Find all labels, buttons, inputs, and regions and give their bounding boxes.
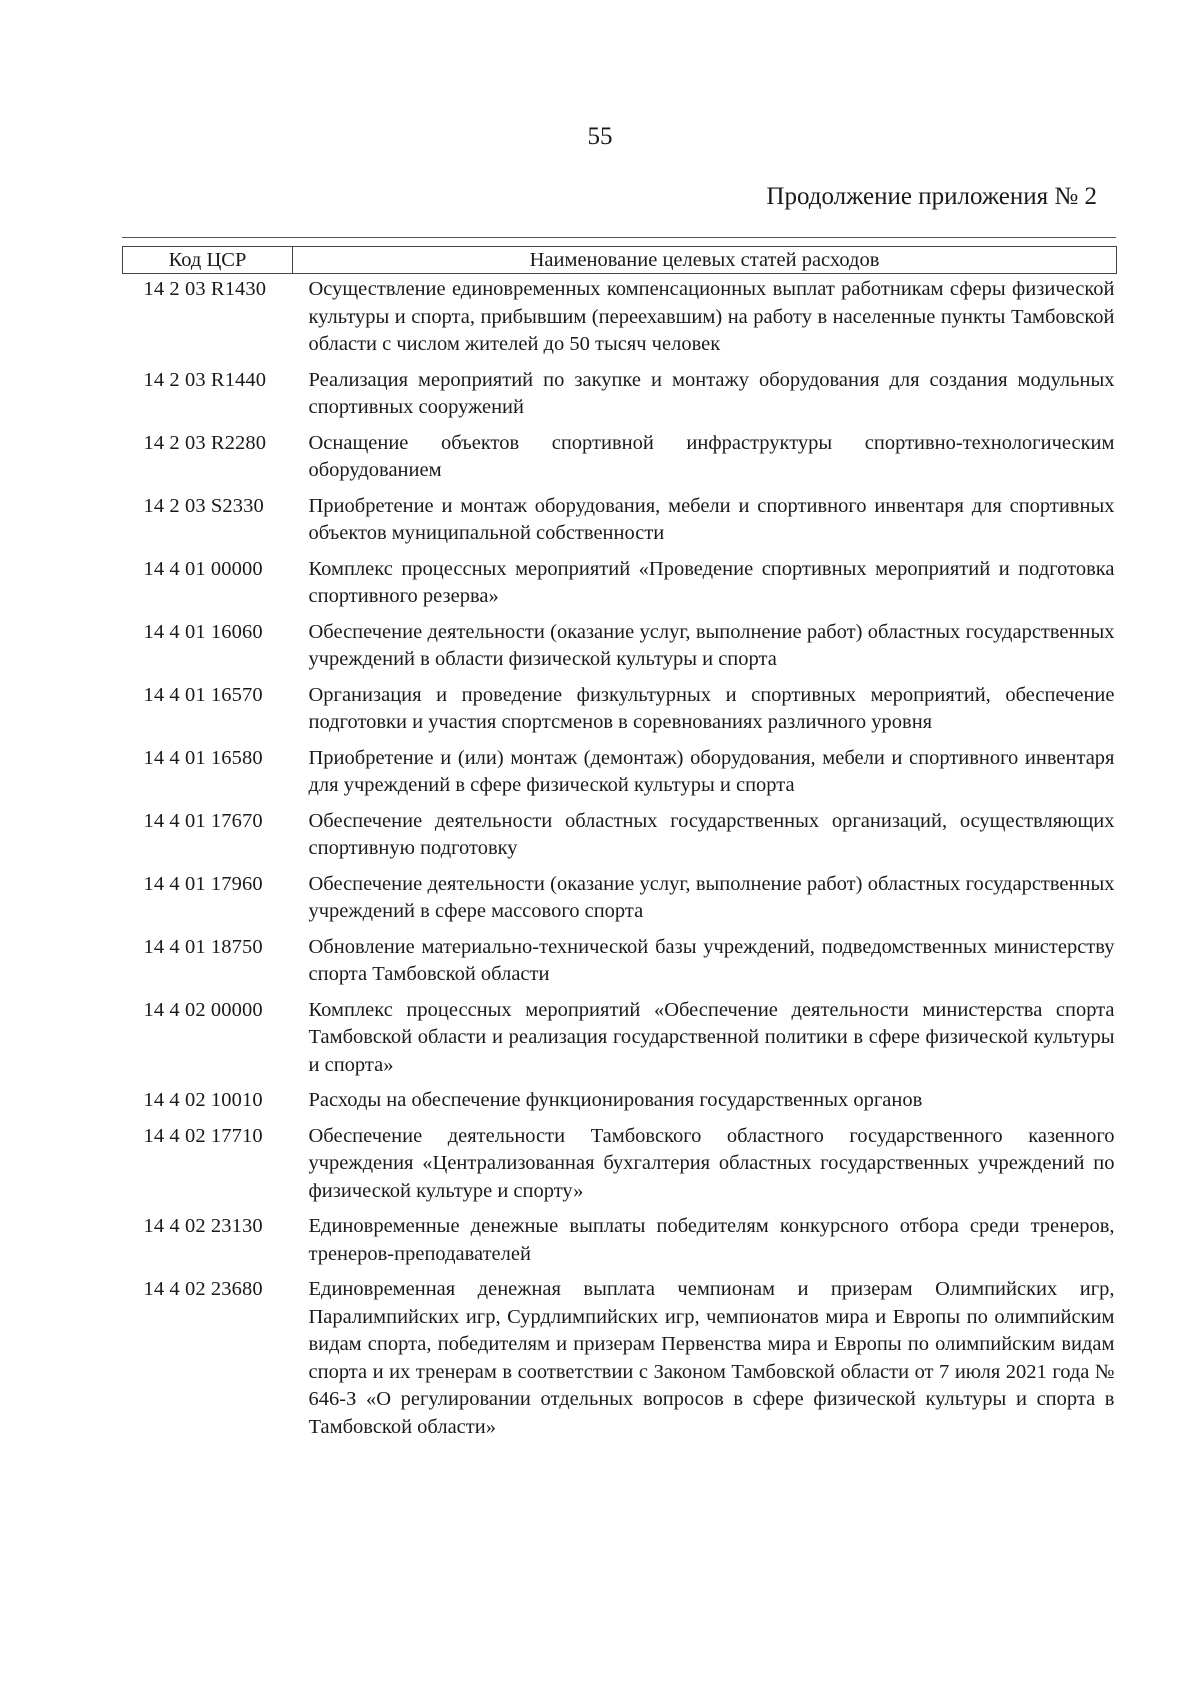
row-code: 14 4 01 17960 — [143, 872, 263, 895]
table-row — [123, 808, 1117, 871]
row-name: Единовременная денежная выплата чемпионам и призерам Олимпийских игр, Паралимпийских игр, Сурдлимпийских игр, чемпионатов мира и Европы по олимпийским видам спорта, победителям и призерам Первенства мира и Европы по олимпийским видам спорта и их тренерам в соответствии с Законом Тамбовской области от 7 июля 2021 года № 646-З «О регулировании отдельных вопросов в сфере физической культуры и спорта в Тамбовской области» — [308, 1278, 1115, 1438]
row-name: Расходы на обеспечение функционирования государственных органов — [308, 1089, 923, 1111]
row-code: 14 4 02 00000 — [143, 998, 263, 1021]
row-code: 14 4 01 16060 — [143, 620, 263, 643]
row-name: Организация и проведение физкультурных и спортивных мероприятий, обеспечение подготовки и участия спортсменов в соревнованиях различного уровня — [308, 683, 1115, 733]
table-row — [123, 367, 1117, 430]
row-name: Обновление материально-технической базы учреждений, подведомственных министерству спорта Тамбовской области — [308, 935, 1115, 985]
row-name: Приобретение и монтаж оборудования, мебели и спортивного инвентаря для спортивных объектов муниципальной собственности — [308, 494, 1115, 544]
table-row — [123, 619, 1117, 682]
row-code: 14 4 01 18750 — [143, 935, 263, 958]
row-name: Единовременные денежные выплаты победителям конкурсного отбора среди тренеров, тренеров-преподавателей — [308, 1215, 1115, 1265]
table-row — [123, 1213, 1117, 1276]
row-code: 14 4 02 17710 — [143, 1124, 263, 1147]
row-name: Обеспечение деятельности (оказание услуг, выполнение работ) областных государственных учреждений в сфере массового спорта — [308, 872, 1115, 922]
table-row — [123, 274, 1117, 367]
table-row — [123, 997, 1117, 1088]
table-row — [123, 1087, 1117, 1123]
row-name: Обеспечение деятельности областных государственных организаций, осуществляющих спортивную подготовку — [308, 809, 1115, 859]
table-row — [123, 745, 1117, 808]
row-code: 14 4 01 00000 — [143, 557, 263, 580]
row-code: 14 4 02 23680 — [143, 1278, 263, 1300]
appendix-continuation-note: Продолжение приложения № 2 — [766, 183, 1097, 210]
row-code: 14 4 02 10010 — [143, 1089, 263, 1111]
row-code: 14 4 01 16570 — [143, 683, 263, 706]
row-name: Осуществление единовременных компенсационных выплат работникам сферы физической культуры и спорта, прибывшим (переехавшим) на работу в населенные пункты Тамбовской области с числом жителей до 50 тысяч человек — [308, 278, 1115, 355]
header-code: Код ЦСР — [123, 247, 293, 274]
header-name: Наименование целевых статей расходов — [293, 247, 1117, 274]
row-name: Обеспечение деятельности (оказание услуг, выполнение работ) областных государственных учреждений в области физической культуры и спорта — [308, 620, 1115, 670]
row-name: Обеспечение деятельности Тамбовского областного государственного казенного учреждения «Централизованная бухгалтерия областных государственных учреждений по физической культуре и спорту» — [308, 1124, 1115, 1202]
row-name: Комплекс процессных мероприятий «Обеспечение деятельности министерства спорта Тамбовской области и реализация государственной политики в сфере физической культуры и спорта» — [308, 998, 1115, 1076]
table-header-row — [123, 247, 1117, 274]
table-row — [123, 430, 1117, 493]
row-name: Комплекс процессных мероприятий «Проведение спортивных мероприятий и подготовка спортивного резерва» — [308, 557, 1115, 607]
table-row — [123, 682, 1117, 745]
table-row — [123, 871, 1117, 934]
row-name: Оснащение объектов спортивной инфраструктуры спортивно-технологическим оборудованием — [308, 431, 1115, 481]
table-row — [123, 1276, 1117, 1449]
table-row — [123, 934, 1117, 997]
table-row — [123, 556, 1117, 619]
target-expense-codes-table — [122, 246, 1117, 1449]
row-code: 14 2 03 R1430 — [143, 278, 267, 300]
table-row — [123, 1123, 1117, 1214]
page-number: 55 — [587, 123, 613, 150]
row-name: Реализация мероприятий по закупке и монтажу оборудования для создания модульных спортивных сооружений — [308, 368, 1115, 418]
row-code: 14 4 01 16580 — [143, 746, 263, 769]
row-code: 14 2 03 R1440 — [143, 368, 267, 391]
row-code: 14 4 02 23130 — [143, 1215, 263, 1237]
row-code: 14 2 03 S2330 — [143, 494, 264, 517]
table-row — [123, 493, 1117, 556]
row-code: 14 4 01 17670 — [143, 809, 263, 832]
row-code: 14 2 03 R2280 — [143, 431, 267, 454]
row-name: Приобретение и (или) монтаж (демонтаж) оборудования, мебели и спортивного инвентаря для учреждений в сфере физической культуры и спорта — [308, 746, 1115, 796]
table-top-rule — [122, 237, 1116, 238]
